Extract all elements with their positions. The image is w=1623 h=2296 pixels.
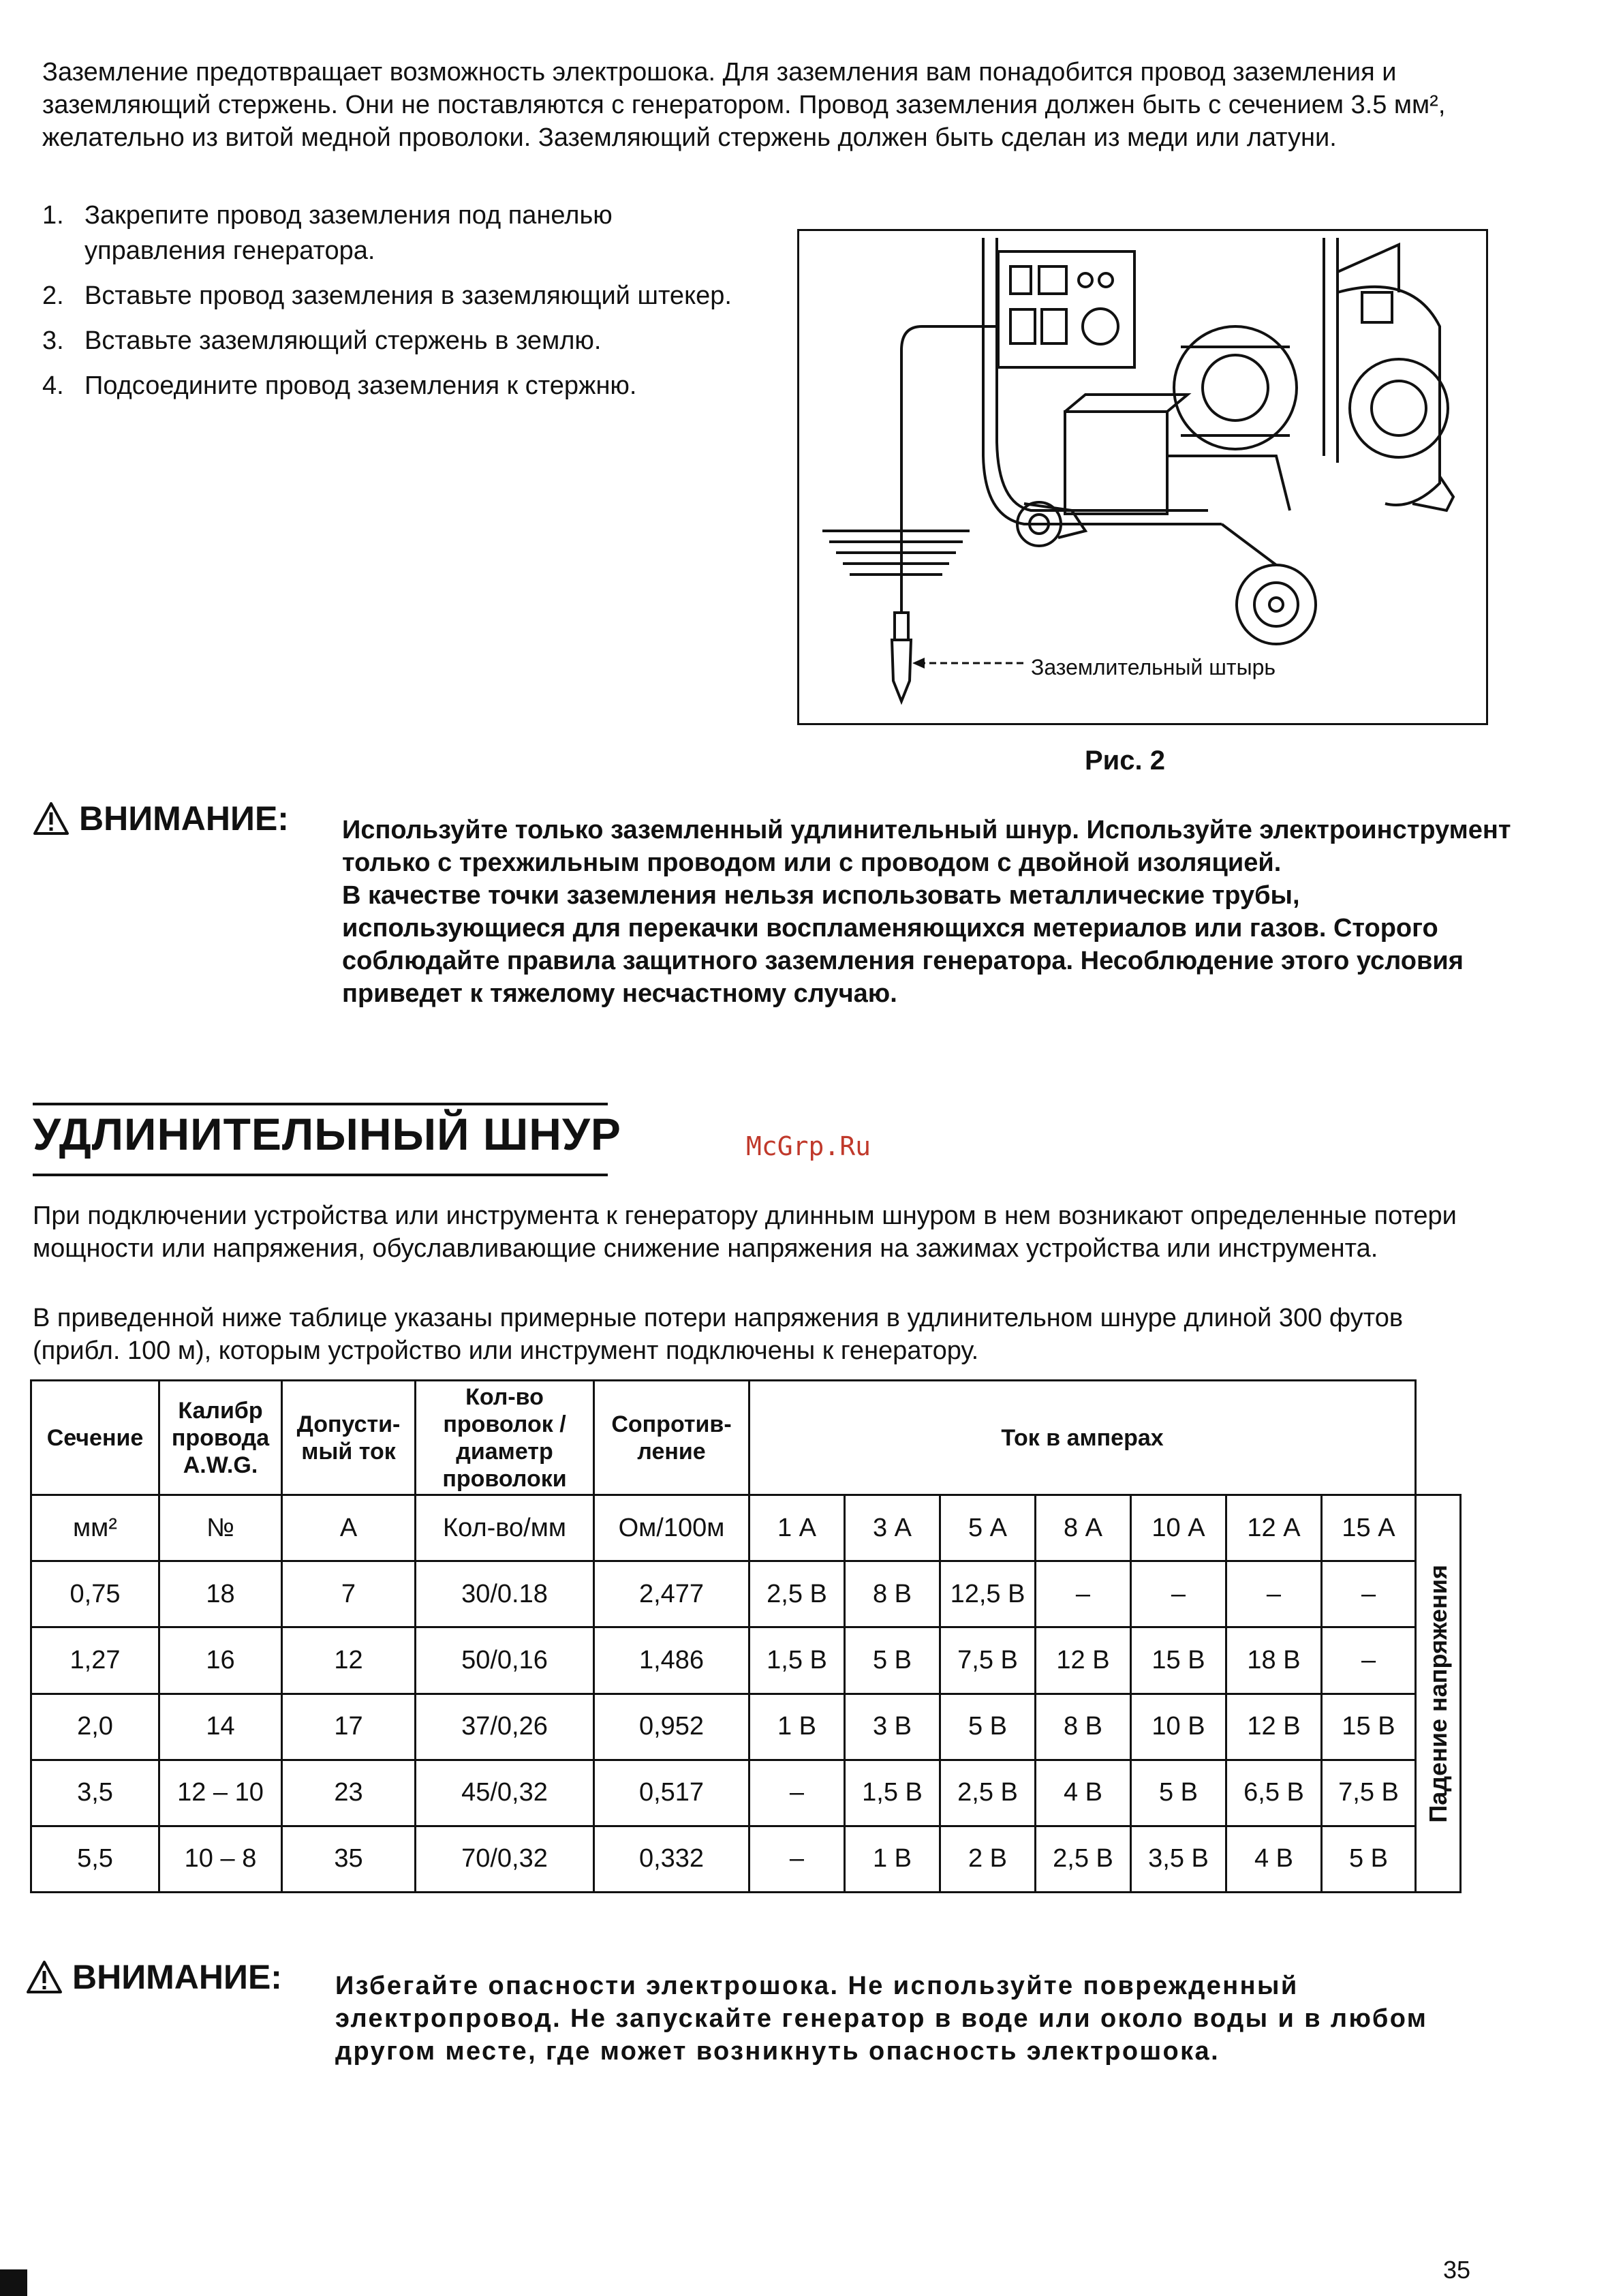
table-cell: 14: [159, 1694, 282, 1760]
table-cell: 2,5 В: [940, 1760, 1036, 1826]
warning-text: Используйте только заземленный удлинительный шнур. Используйте электроинструмент только с трехжильным проводом или с проводом с двойной изоляцией.: [342, 816, 1511, 877]
table-cell: 4 В: [1036, 1760, 1131, 1826]
table-cell: мм²: [31, 1495, 159, 1561]
table-cell: Ом/100м: [594, 1495, 749, 1561]
table-cell: 15 В: [1131, 1627, 1226, 1694]
table-cell: 70/0,32: [416, 1826, 594, 1892]
table-cell: 7: [282, 1561, 416, 1627]
table-cell: 1,27: [31, 1627, 159, 1694]
table-cell: 8 В: [1036, 1694, 1131, 1760]
table-cell: 15 В: [1322, 1694, 1416, 1760]
table-cell: 0,332: [594, 1826, 749, 1892]
title-rule-bottom: [33, 1174, 608, 1176]
table-units-row: [31, 1495, 1461, 1561]
list-item: 4. Подсоедините провод заземления к стержню.: [42, 371, 637, 400]
table-cell: 30/0.18: [416, 1561, 594, 1627]
table-cell: –: [1322, 1627, 1416, 1694]
table-cell: 0,517: [594, 1760, 749, 1826]
table-cell: 12 В: [1226, 1694, 1322, 1760]
table-header-row: [31, 1381, 1461, 1495]
table-cell: 5,5: [31, 1826, 159, 1892]
table-cell: –: [1322, 1561, 1416, 1627]
table-cell: 12 А: [1226, 1495, 1322, 1561]
table-cell: –: [1036, 1561, 1131, 1627]
table-cell: 1 В: [845, 1826, 940, 1892]
table-cell: 12,5 В: [940, 1561, 1036, 1627]
column-header: Калибр провода A.W.G.: [159, 1381, 282, 1495]
ground-rod-label: Заземлительный штырь: [1031, 655, 1276, 679]
column-header: Сопротив-ление: [594, 1381, 749, 1495]
side-label: Падение напряжения: [1423, 1564, 1452, 1823]
table-cell: 5 В: [845, 1627, 940, 1694]
table-cell: 16: [159, 1627, 282, 1694]
table-cell: –: [749, 1826, 845, 1892]
table-cell: 10 А: [1131, 1495, 1226, 1561]
table-cell: 3 А: [845, 1495, 940, 1561]
table-cell: 7,5 В: [1322, 1760, 1416, 1826]
column-header: Кол-во проволок / диаметр проволоки: [416, 1381, 594, 1495]
table-cell: 10 В: [1131, 1694, 1226, 1760]
table-row: [31, 1760, 1461, 1826]
table-row: [31, 1826, 1461, 1892]
table-cell: 23: [282, 1760, 416, 1826]
list-item: 1. Закрепите провод заземления под панелью управления генератора.: [42, 201, 613, 265]
table-cell: 50/0,16: [416, 1627, 594, 1694]
table-cell: 35: [282, 1826, 416, 1892]
warning-heading: ВНИМАНИЕ:: [79, 799, 289, 838]
warning-heading: ВНИМАНИЕ:: [72, 1958, 282, 1996]
section-title: УДЛИНИТЕЛЫНЫЙ ШНУР: [33, 1109, 621, 1159]
watermark: McGrp.Ru: [746, 1131, 871, 1161]
table-cell: 8 А: [1036, 1495, 1131, 1561]
table-cell: 12 В: [1036, 1627, 1131, 1694]
table-cell: 2,5 В: [749, 1561, 845, 1627]
table-cell: 8 В: [845, 1561, 940, 1627]
grounding-steps: [42, 198, 737, 413]
table-cell: А: [282, 1495, 416, 1561]
table-cell: 5 В: [1131, 1760, 1226, 1826]
table-cell: Кол-во/мм: [416, 1495, 594, 1561]
table-cell: –: [1226, 1561, 1322, 1627]
list-item: 2. Вставьте провод заземления в заземляющий штекер.: [42, 281, 732, 310]
table-cell: 1 В: [749, 1694, 845, 1760]
generator-illustration: [799, 231, 1486, 723]
table-cell: 1,5 В: [845, 1760, 940, 1826]
table-cell: 6,5 В: [1226, 1760, 1322, 1826]
table-cell: 17: [282, 1694, 416, 1760]
warning-triangle-icon: [33, 801, 69, 836]
table-cell: 2,5 В: [1036, 1826, 1131, 1892]
voltage-drop-table: [30, 1379, 1462, 1893]
table-row: [31, 1561, 1461, 1627]
table-cell: 12: [282, 1627, 416, 1694]
table-cell: –: [1131, 1561, 1226, 1627]
intro-paragraph: Заземление предотвращает возможность электрошока. Для заземления вам понадобится провод заземления и заземляющий стержень. Они не поставляются с генератором. Провод заземления должен быть с сечением 3.5 мм², желательно из витой медной проволоки. Заземляющий стержень должен быть сделан из меди или латуни.: [42, 58, 1446, 152]
page-number: 35: [1443, 2256, 1471, 2284]
table-cell: 1 А: [749, 1495, 845, 1561]
table-cell: 2,0: [31, 1694, 159, 1760]
table-cell: 3,5 В: [1131, 1826, 1226, 1892]
table-row: [31, 1627, 1461, 1694]
list-item: 3. Вставьте заземляющий стержень в землю.: [42, 326, 602, 355]
table-cell: 2 В: [940, 1826, 1036, 1892]
warning-triangle-icon: [26, 1960, 63, 1994]
table-cell: –: [749, 1760, 845, 1826]
warning-text: В качестве точки заземления нельзя использовать металлические трубы, использующиеся для перекачки воспламеняющихся метериалов или газов. Сторого соблюдайте правила защитного заземления генератора. Несоблюдение этого условия приведет к тяжелому несчастному случаю.: [342, 881, 1464, 1008]
side-label-cell: [1416, 1495, 1461, 1893]
corner-mark: [0, 2269, 27, 2296]
table-cell: 18 В: [1226, 1627, 1322, 1694]
generator-grounding-figure: [797, 229, 1488, 725]
table-cell: 45/0,32: [416, 1760, 594, 1826]
title-rule-top: [33, 1103, 608, 1105]
table-row: [31, 1694, 1461, 1760]
table-cell: 18: [159, 1561, 282, 1627]
table-cell: 4 В: [1226, 1826, 1322, 1892]
warning-text: Избегайте опасности электрошока. Не используйте поврежденный электропровод. Не запускайте генератор в воде или около воды и в любом другом месте, где может возникнуть опасность электрошока.: [335, 1972, 1428, 2066]
table-cell: 37/0,26: [416, 1694, 594, 1760]
table-cell: 5 А: [940, 1495, 1036, 1561]
table-cell: 10 – 8: [159, 1826, 282, 1892]
column-header: Сечение: [31, 1381, 159, 1495]
table-cell: №: [159, 1495, 282, 1561]
column-header: Ток в амперах: [749, 1381, 1416, 1495]
column-header: Допусти-мый ток: [282, 1381, 416, 1495]
table-cell: 2,477: [594, 1561, 749, 1627]
table-cell: 1,486: [594, 1627, 749, 1694]
table-cell: 0,75: [31, 1561, 159, 1627]
table-cell: 0,952: [594, 1694, 749, 1760]
table-cell: 7,5 В: [940, 1627, 1036, 1694]
table-cell: 5 В: [940, 1694, 1036, 1760]
table-cell: 5 В: [1322, 1826, 1416, 1892]
table-cell: 3 В: [845, 1694, 940, 1760]
table-cell: 15 А: [1322, 1495, 1416, 1561]
table-intro-paragraph: В приведенной ниже таблице указаны примерные потери напряжения в удлинительном шнуре длиной 300 футов (прибл. 100 м), которым устройство или инструмент подключены к генератору.: [33, 1304, 1404, 1365]
table-cell: 3,5: [31, 1760, 159, 1826]
figure-caption: Рис. 2: [1085, 746, 1165, 776]
table-cell: 1,5 В: [749, 1627, 845, 1694]
table-cell: 12 – 10: [159, 1760, 282, 1826]
extension-cord-paragraph: При подключении устройства или инструмента к генератору длинным шнуром в нем возникают определенные потери мощности или напряжения, обуславливающие снижение напряжения на зажимах устройства или инструмента.: [33, 1201, 1457, 1263]
